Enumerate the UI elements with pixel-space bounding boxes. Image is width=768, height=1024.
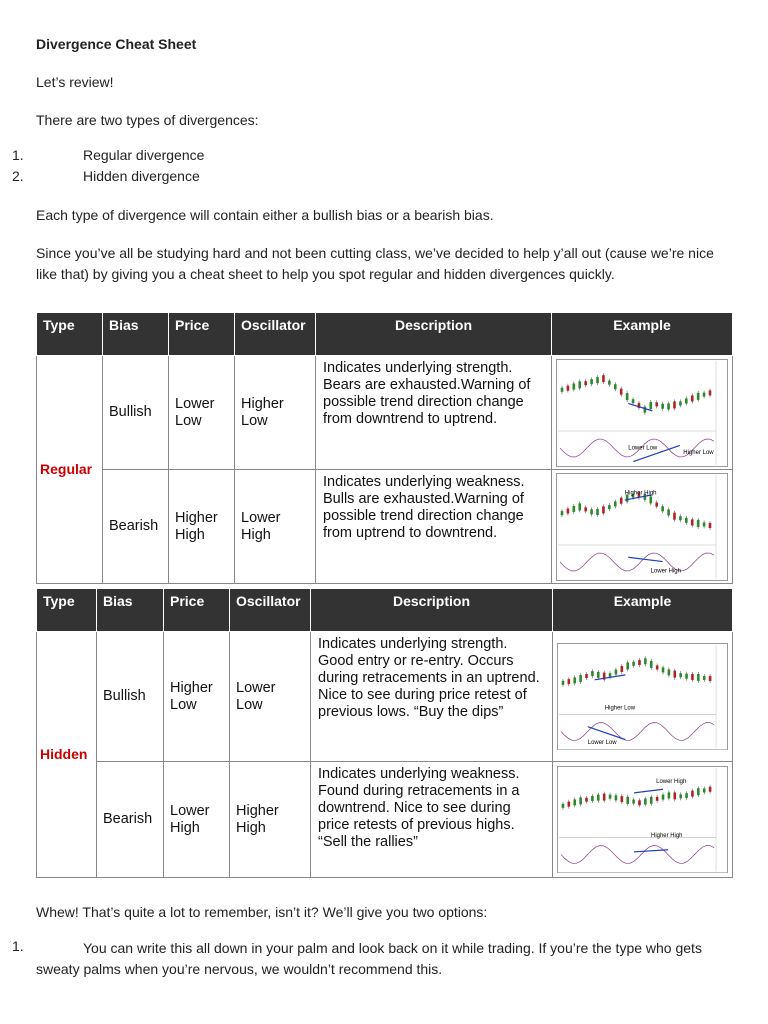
candle-body (650, 661, 653, 668)
candle-body (584, 381, 587, 385)
candle-body (656, 797, 659, 801)
description-cell: Indicates underlying weakness. Found during retracements in a downtrend. Nice to see during price retests of previous highs. “Sell the rallies” (311, 762, 553, 878)
candle-body (632, 799, 635, 803)
candle-body (626, 393, 629, 400)
bias-cell: Bearish (97, 762, 164, 878)
chart-frame (557, 643, 727, 749)
oscillator-divergence-label: Lower Low (587, 739, 617, 746)
candle-body (673, 670, 676, 677)
price-divergence-label: Higher Low (604, 705, 636, 712)
candle-body (621, 666, 624, 672)
header-type: Type (37, 313, 103, 356)
bias-cell: Bullish (97, 632, 164, 762)
candle-body (621, 796, 624, 802)
header-price: Price (169, 313, 235, 356)
example-chart-cell (552, 470, 733, 584)
price-cell: Higher High (169, 470, 235, 584)
candle-body (673, 401, 676, 408)
chart-frame (557, 766, 727, 872)
candle-body (573, 799, 576, 805)
header-description: Description (316, 313, 552, 356)
candle-body (620, 388, 623, 394)
candle-body (602, 506, 605, 513)
oscillator-divergence-label: Lower High (650, 567, 681, 574)
candle-body (578, 503, 581, 510)
candle-body (644, 798, 647, 804)
header-oscillator: Oscillator (235, 313, 316, 356)
candle-body (567, 385, 570, 390)
candle-body (709, 676, 712, 681)
candle-body (638, 660, 641, 665)
list-number: 1. (12, 147, 24, 163)
table-header-row (37, 589, 733, 632)
candle-body (697, 788, 700, 795)
candle-body (703, 676, 706, 680)
oscillator-cell: Lower High (235, 470, 316, 584)
candle-body (602, 375, 605, 382)
candle-body (590, 509, 593, 514)
candle-body (662, 794, 665, 799)
price-divergence-label: Higher High (624, 490, 657, 497)
oscillator-divergence-label: Higher High (651, 832, 683, 839)
candle-body (562, 681, 565, 685)
example-chart-cell (553, 762, 733, 878)
candle-body (591, 671, 594, 676)
candle-body (685, 793, 688, 798)
candle-body (614, 501, 617, 506)
candle-body (685, 674, 688, 679)
candle-body (703, 392, 706, 396)
table-row (37, 762, 733, 878)
candle-body (562, 804, 565, 808)
price-divergence-label: Lower High (656, 778, 687, 785)
oscillator-cell: Higher Low (235, 356, 316, 470)
header-type: Type (37, 589, 97, 632)
candle-body (673, 792, 676, 799)
candle-body (691, 674, 694, 680)
candle-body (597, 794, 600, 800)
candle-body (685, 517, 688, 522)
candle-body (561, 387, 564, 391)
bias-cell: Bearish (103, 470, 169, 584)
candle-body (620, 497, 623, 503)
candle-body (679, 401, 682, 405)
list-text: Hidden divergence (83, 168, 200, 184)
candle-body (655, 502, 658, 506)
table-row (37, 632, 733, 762)
candle-body (568, 679, 571, 684)
candle-body (561, 511, 564, 515)
type-label: Hidden (37, 632, 97, 878)
candle-body (679, 673, 682, 677)
example-chart (556, 359, 728, 467)
candle-body (596, 509, 599, 515)
candle-body (662, 667, 665, 672)
candle-body (697, 674, 700, 681)
candle-body (609, 673, 612, 677)
list-text: Regular divergence (83, 147, 205, 163)
bias-cell: Bullish (103, 356, 169, 470)
candle-body (591, 796, 594, 801)
example-chart-cell (553, 632, 733, 762)
candle-body (585, 798, 588, 802)
description-cell: Indicates underlying strength. Bears are exhausted.Warning of possible trend direction change from downtrend to uptrend. (316, 356, 552, 470)
candle-body (673, 512, 676, 519)
regular-divergence-table (36, 312, 733, 584)
candle-body (590, 379, 593, 384)
type-label: Regular (37, 356, 103, 584)
candle-body (567, 508, 570, 513)
candle-body (614, 384, 617, 389)
candle-body (644, 658, 647, 664)
candle-body (638, 800, 641, 805)
table-row (37, 356, 733, 470)
candle-body (615, 669, 618, 674)
candle-body (668, 792, 671, 798)
example-chart-cell (552, 356, 733, 470)
candle-body (709, 390, 712, 395)
candle-body (650, 402, 653, 409)
intro-text: Let’s review! (36, 74, 114, 90)
chart-frame (557, 473, 728, 580)
oscillator-divergence-label: Higher Low (683, 449, 714, 456)
candle-body (579, 797, 582, 804)
candle-body (597, 672, 600, 678)
candle-body (573, 677, 576, 683)
candle-body (626, 797, 629, 804)
candle-body (691, 790, 694, 796)
hidden-divergence-table (36, 588, 733, 878)
candle-body (579, 675, 582, 682)
table-row (37, 470, 733, 584)
candle-body (573, 505, 576, 511)
candle-body (632, 399, 635, 403)
oscillator-cell: Lower Low (230, 632, 311, 762)
description-cell: Indicates underlying weakness. Bulls are exhausted.Warning of possible trend direction change from uptrend to downtrend. (316, 470, 552, 584)
candle-body (667, 509, 670, 515)
description-cell: Indicates underlying strength. Good entry or re-entry. Occurs during retracements in an uptrend. Nice to see during price retest of previous lows. “Buy the dips” (311, 632, 553, 762)
header-oscillator: Oscillator (230, 589, 311, 632)
table-header-row (37, 313, 733, 356)
candle-body (568, 801, 571, 806)
candle-body (603, 793, 606, 800)
candle-body (626, 662, 629, 669)
candle-body (679, 516, 682, 520)
header-example: Example (553, 589, 733, 632)
candle-body (679, 794, 682, 798)
candle-body (585, 674, 588, 678)
price-cell: Lower Low (169, 356, 235, 470)
candle-body (650, 797, 653, 804)
candle-body (697, 392, 700, 399)
candle-body (596, 377, 599, 383)
candle-body (691, 395, 694, 401)
candle-body (703, 788, 706, 792)
candle-body (584, 507, 587, 511)
candle-body (709, 523, 712, 528)
candle-body (661, 403, 664, 408)
candle-body (609, 794, 612, 798)
candle-body (691, 519, 694, 525)
list-number: 1. (12, 938, 24, 954)
header-bias: Bias (103, 313, 169, 356)
candle-body (650, 496, 653, 503)
header-bias: Bias (97, 589, 164, 632)
example-chart (556, 473, 728, 581)
example-chart (557, 766, 728, 873)
cheat-sheet-paragraph: Since you’ve all be studying hard and not been cutting class, we’ve decided to help y’all out (cause we’re nice like that) by giving you a cheat sheet to help you spot regular and hidden divergences quickly. (36, 245, 714, 282)
candle-body (667, 403, 670, 409)
candle-body (668, 669, 671, 675)
candle-body (644, 406, 647, 412)
option-text: You can write this all down in your palm and look back on it while trading. If you’re the type who gets sweaty palms when you’re nervous, we wouldn’t recommend this. (36, 940, 702, 977)
price-divergence-label: Lower Low (628, 445, 658, 452)
candle-body (578, 381, 581, 388)
candle-body (709, 787, 712, 792)
candle-body (661, 506, 664, 511)
header-example: Example (552, 313, 733, 356)
candle-body (697, 519, 700, 526)
types-intro-text: There are two types of divergences: (36, 112, 259, 128)
options-intro-text: Whew! That’s quite a lot to remember, isn’t it? We’ll give you two options: (36, 904, 488, 920)
document-title: Divergence Cheat Sheet (36, 36, 197, 52)
bias-paragraph: Each type of divergence will contain either a bullish bias or a bearish bias. (36, 207, 494, 223)
price-cell: Lower High (164, 762, 230, 878)
price-cell: Higher Low (164, 632, 230, 762)
candle-body (656, 665, 659, 669)
candle-body (655, 402, 658, 406)
oscillator-cell: Higher High (230, 762, 311, 878)
header-price: Price (164, 589, 230, 632)
example-chart (557, 643, 728, 750)
candle-body (632, 662, 635, 666)
candle-body (573, 383, 576, 389)
candle-body (703, 522, 706, 526)
candle-body (615, 795, 618, 800)
list-number: 2. (12, 168, 24, 184)
candle-body (608, 380, 611, 384)
candle-body (685, 398, 688, 403)
header-description: Description (311, 589, 553, 632)
candle-body (608, 505, 611, 509)
